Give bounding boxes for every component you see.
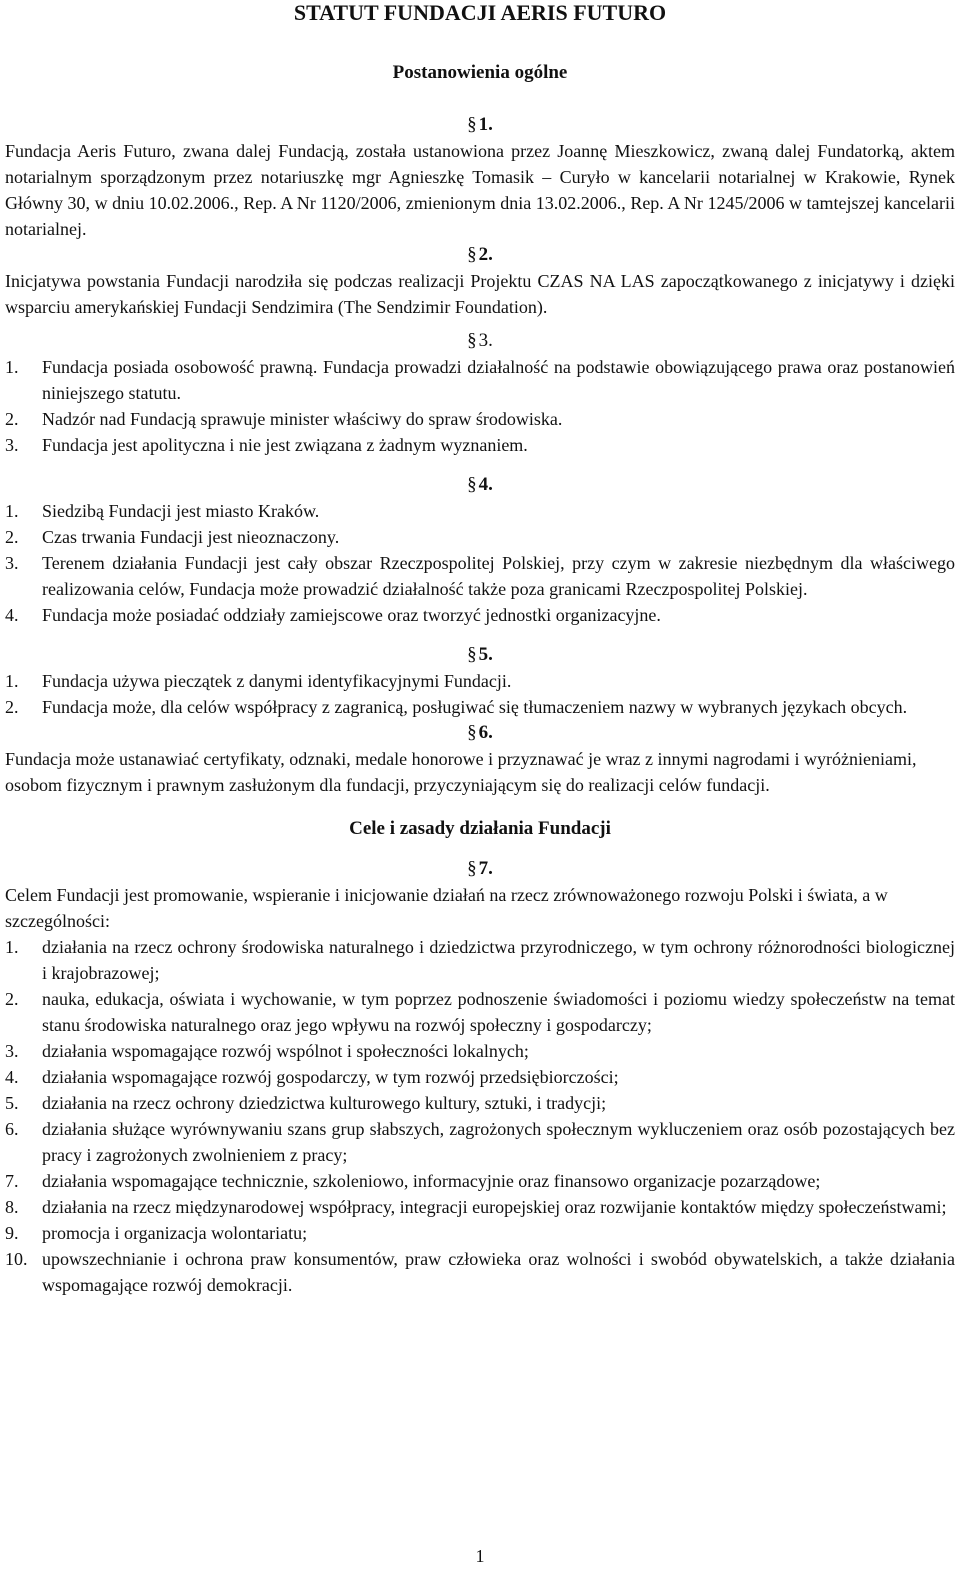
list-item — [5, 550, 955, 602]
list-item-text: działania na rzecz ochrony środowiska naturalnego i dziedzictwa przyrodniczego, w tym ochrony różnorodności biologicznej i krajobrazowej; — [42, 937, 955, 983]
list-item — [5, 934, 955, 986]
list-item-number: 1. — [5, 937, 19, 957]
section-5-marker — [5, 642, 955, 668]
list-item-text: upowszechnianie i ochrona praw konsumentów, praw człowieka oraz wolności i swobód obywatelskich, a także działania wspomagające rozwój demokracji. — [42, 1249, 955, 1295]
list-item-text: działania służące wyrównywaniu szans grup słabszych, zagrożonych społecznym wykluczeniem oraz osób pozostających bez pracy i zagrożonych zwolnieniem z pracy; — [42, 1119, 955, 1165]
list-item — [5, 1194, 955, 1220]
list-item-number: 2. — [5, 989, 19, 1009]
list-item-number: 4. — [5, 1067, 19, 1087]
list-item-number: 1. — [5, 357, 19, 377]
list-item-number: 3. — [5, 435, 19, 455]
heading-goals: Cele i zasady działania Fundacji — [349, 818, 611, 839]
section-number: 1. — [478, 114, 493, 135]
list-item-text: Fundacja może posiadać oddziały zamiejscowe oraz tworzyć jednostki organizacyjne. — [42, 605, 661, 625]
list-item — [5, 668, 955, 694]
section-symbol: § — [467, 330, 477, 351]
section-2-text: Inicjatywa powstania Fundacji narodziła się podczas realizacji Projektu CZAS NA LAS zapoczątkowanego z inicjatywy i dzięki wsparciu amerykańskiej Fundacji Sendzimira (The Sendzimir Foundation). — [5, 271, 955, 317]
section-4-list — [5, 498, 955, 628]
section-number: 5. — [478, 644, 493, 665]
list-item-number: 9. — [5, 1223, 19, 1243]
list-item-number: 1. — [5, 501, 19, 521]
list-item-text: Fundacja używa pieczątek z danymi identyfikacyjnymi Fundacji. — [42, 671, 512, 691]
section-6-text: Fundacja może ustanawiać certyfikaty, odznaki, medale honorowe i przyznawać je wraz z innymi nagrodami i wyróżnieniami, osobom fizycznym i prawnym zasłużonym dla fundacji, przyczyniającym się do realizacji celów fundacji. — [5, 749, 917, 795]
list-item-text: Terenem działania Fundacji jest cały obszar Rzeczpospolitej Polskiej, przy czym w zakresie niezbędnym dla właściwego realizowania celów, Fundacja może prowadzić działalność także poza granicami Rzeczpospolitej Polskiej. — [42, 553, 955, 599]
section-4-marker — [5, 472, 955, 498]
list-item-text: działania wspomagające technicznie, szkoleniowo, informacyjnie oraz finansowo organizacje pozarządowe; — [42, 1171, 821, 1191]
section-7-intro: Celem Fundacji jest promowanie, wspieranie i inicjowanie działań na rzecz zrównoważonego rozwoju Polski i świata, a w szczególności: — [5, 885, 888, 931]
list-item-number: 1. — [5, 671, 19, 691]
list-item-number: 6. — [5, 1119, 19, 1139]
section-symbol: § — [467, 244, 477, 265]
list-item-text: działania wspomagające rozwój gospodarczy, w tym rozwój przedsiębiorczości; — [42, 1067, 619, 1087]
list-item-text: Fundacja jest apolityczna i nie jest związana z żadnym wyznaniem. — [42, 435, 528, 455]
section-2-marker — [5, 242, 955, 268]
section-symbol: § — [467, 644, 477, 665]
section-7-list — [5, 934, 955, 1298]
list-item — [5, 694, 955, 720]
section-7-marker — [5, 856, 955, 882]
list-item-text: Fundacja posiada osobowość prawną. Fundacja prowadzi działalność na podstawie obowiązującego prawa oraz postanowień niniejszego statutu. — [42, 357, 955, 403]
list-item — [5, 1220, 955, 1246]
page-number: 1 — [475, 1546, 485, 1566]
section-1-text: Fundacja Aeris Futuro, zwana dalej Fundacją, została ustanowiona przez Joannę Mieszkowicz, zwaną dalej Fundatorką, aktem notarialnym sporządzonym przez notariuszkę mgr Agnieszkę Tomasik – Curyło w kancelarii notarialnej w Krakowie, Rynek Główny 30, w dniu 10.02.2006., Rep. A Nr 1120/2006, zmienionym dnia 13.02.2006., Rep. A Nr 1245/2006 w tamtejszej kancelarii notarialnej. — [5, 141, 955, 239]
list-item — [5, 1168, 955, 1194]
list-item-number: 7. — [5, 1171, 19, 1191]
list-item — [5, 432, 955, 458]
section-symbol: § — [467, 722, 477, 743]
section-number: 2. — [478, 244, 493, 265]
list-item — [5, 602, 955, 628]
list-item — [5, 1038, 955, 1064]
list-item-number: 5. — [5, 1093, 19, 1113]
list-item-number: 10. — [5, 1249, 28, 1269]
list-item — [5, 354, 955, 406]
list-item — [5, 986, 955, 1038]
list-item — [5, 498, 955, 524]
section-1-marker — [5, 112, 955, 138]
list-item-text: nauka, edukacja, oświata i wychowanie, w tym poprzez podnoszenie świadomości i poziomu wiedzy społeczeństw na temat stanu środowiska naturalnego oraz jego wpływu na rozwój społeczny i gospodarczy; — [42, 989, 955, 1035]
section-number: 7. — [478, 858, 493, 879]
list-item-text: działania na rzecz ochrony dziedzictwa kulturowego kultury, sztuki, i tradycji; — [42, 1093, 607, 1113]
section-3-list — [5, 354, 955, 458]
section-symbol: § — [467, 858, 477, 879]
list-item-number: 2. — [5, 697, 19, 717]
list-item-text: promocja i organizacja wolontariatu; — [42, 1223, 308, 1243]
section-symbol: § — [467, 114, 477, 135]
section-number: 4. — [478, 474, 493, 495]
list-item-text: Siedzibą Fundacji jest miasto Kraków. — [42, 501, 320, 521]
list-item-text: Nadzór nad Fundacją sprawuje minister właściwy do spraw środowiska. — [42, 409, 563, 429]
section-3-marker — [5, 328, 955, 354]
section-number: 6. — [478, 722, 493, 743]
list-item-number: 2. — [5, 409, 19, 429]
document-title: STATUT FUNDACJI AERIS FUTURO — [293, 0, 667, 25]
list-item — [5, 1246, 955, 1298]
heading-general-provisions: Postanowienia ogólne — [392, 62, 568, 83]
section-5-list — [5, 668, 955, 720]
list-item-number: 3. — [5, 1041, 19, 1061]
list-item-number: 8. — [5, 1197, 19, 1217]
list-item-text: Czas trwania Fundacji jest nieoznaczony. — [42, 527, 340, 547]
list-item — [5, 406, 955, 432]
list-item — [5, 1090, 955, 1116]
list-item — [5, 524, 955, 550]
section-symbol: § — [467, 474, 477, 495]
section-number: 3. — [478, 330, 493, 351]
list-item-number: 2. — [5, 527, 19, 547]
list-item-text: działania wspomagające rozwój wspólnot i społeczności lokalnych; — [42, 1041, 529, 1061]
list-item-number: 4. — [5, 605, 19, 625]
list-item-text: działania na rzecz międzynarodowej współpracy, integracji europejskiej oraz rozwijanie kontaktów między społeczeństwami; — [42, 1197, 947, 1217]
list-item — [5, 1116, 955, 1168]
list-item — [5, 1064, 955, 1090]
list-item-text: Fundacja może, dla celów współpracy z zagranicą, posługiwać się tłumaczeniem nazwy w wybranych językach obcych. — [42, 697, 908, 717]
section-6-marker — [5, 720, 955, 746]
list-item-number: 3. — [5, 553, 19, 573]
document-page — [5, 0, 955, 1298]
